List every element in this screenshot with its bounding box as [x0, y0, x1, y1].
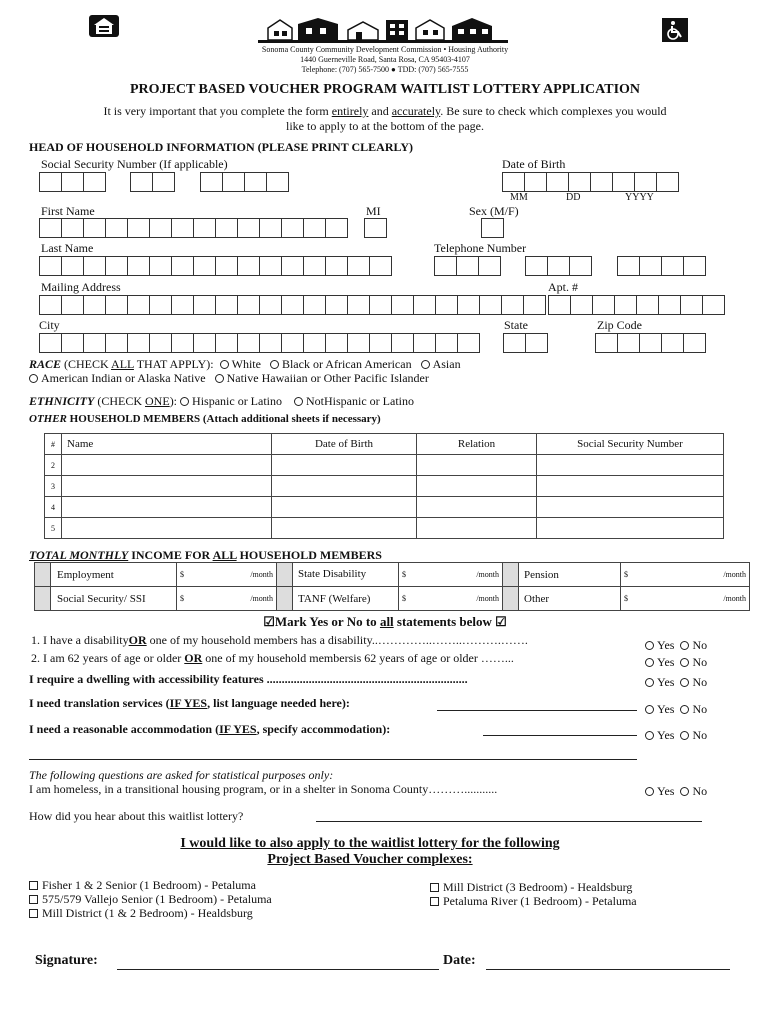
race-american-indian-radio[interactable]: [29, 374, 38, 383]
mailing-label: Mailing Address: [41, 280, 121, 294]
col-relation: Relation: [417, 434, 537, 455]
first-name-label: First Name: [41, 204, 95, 218]
complex-vallejo-checkbox[interactable]: [29, 895, 38, 904]
city-boxes[interactable]: [39, 333, 479, 353]
ssn-boxes-2[interactable]: [130, 172, 174, 192]
q5-yes-radio[interactable]: [645, 731, 654, 740]
apt-boxes[interactable]: [548, 295, 724, 315]
first-name-boxes[interactable]: [39, 218, 347, 238]
income-row-2: [35, 587, 750, 611]
table-row[interactable]: 3: [45, 476, 724, 497]
income-employment-label: Employment: [51, 563, 177, 587]
last-name-label: Last Name: [41, 241, 94, 255]
income-heading: TOTAL MONTHLY INCOME FOR ALL HOUSEHOLD MEMBERS: [29, 548, 382, 562]
dob-yyyy: YYYY: [625, 192, 654, 203]
complexes-left: [29, 878, 272, 920]
question-homeless: I am homeless, in a transitional housing program, or in a shelter in Sonoma County………...........: [29, 782, 498, 796]
city-label: City: [39, 318, 60, 332]
phone-line-boxes[interactable]: [617, 256, 705, 276]
sex-label: Sex (M/F): [469, 204, 519, 218]
statements-heading: ☑Mark Yes or No to all statements below ☑: [263, 614, 507, 629]
mi-label: MI: [366, 204, 381, 218]
telephone-label: Telephone Number: [434, 241, 527, 255]
date-input[interactable]: [486, 955, 730, 970]
dob-dd: DD: [566, 192, 581, 203]
mi-box[interactable]: [364, 218, 386, 238]
complex-mill-district-3-checkbox[interactable]: [430, 883, 439, 892]
referral-input[interactable]: [316, 808, 702, 822]
checkmark-icon: ☑: [263, 614, 275, 629]
q3-no-radio[interactable]: [680, 678, 689, 687]
complexes-heading: I would like to also apply to the waitlist lottery for the following Project Based Voucher complexes:: [180, 836, 560, 867]
statistical-note: The following questions are asked for statistical purposes only:: [29, 768, 334, 782]
state-label: State: [504, 318, 528, 332]
signature-input[interactable]: [117, 955, 439, 970]
org-name: Sonoma County Community Development Commission • Housing Authority: [261, 45, 509, 54]
q4-yes-radio[interactable]: [645, 705, 654, 714]
race-white-radio[interactable]: [220, 360, 229, 369]
income-employment-input[interactable]: $ /month: [177, 563, 277, 587]
col-ssn: Social Security Number: [537, 434, 724, 455]
col-name: Name: [62, 434, 272, 455]
income-disability-label: State Disability: [293, 563, 399, 587]
sex-box[interactable]: [481, 218, 503, 238]
table-row[interactable]: 2: [45, 455, 724, 476]
accommodation-input[interactable]: [483, 722, 637, 736]
question-accommodation: I need a reasonable accommodation (IF YES, specify accommodation):: [29, 722, 391, 736]
hoh-heading: HEAD OF HOUSEHOLD INFORMATION (PLEASE PRINT CLEARLY): [29, 140, 414, 154]
race-black-radio[interactable]: [270, 360, 279, 369]
income-other-input[interactable]: $ /month: [621, 587, 750, 611]
complex-petaluma-river[interactable]: Petaluma River (1 Bedroom) - Petaluma: [430, 894, 637, 908]
zip-label: Zip Code: [597, 318, 642, 332]
complex-fisher[interactable]: Fisher 1 & 2 Senior (1 Bedroom) - Petaluma: [29, 878, 272, 892]
intro-text: It is very important that you complete the form entirely and accurately. Be sure to check which complexes you would like to apply to at the bottom of the page.: [103, 104, 667, 133]
q2-yes-no: Yes No: [645, 655, 707, 670]
income-other-label: Other: [519, 587, 621, 611]
apt-label: Apt. #: [548, 280, 578, 294]
page-title: PROJECT BASED VOUCHER PROGRAM WAITLIST LOTTERY APPLICATION: [129, 82, 641, 97]
accessibility-icon: [662, 18, 688, 42]
col-dob: Date of Birth: [272, 434, 417, 455]
signature-label: Signature:: [35, 953, 98, 968]
ssn-boxes-1[interactable]: [39, 172, 105, 192]
dob-label: Date of Birth: [502, 157, 566, 171]
income-tanf-label: TANF (Welfare): [293, 587, 399, 611]
income-ssi-input[interactable]: $ /month: [177, 587, 277, 611]
last-name-boxes[interactable]: [39, 256, 391, 276]
ssn-label: Social Security Number (If applicable): [41, 157, 228, 171]
phone-area-boxes[interactable]: [434, 256, 500, 276]
question-referral: How did you hear about this waitlist lottery?: [29, 809, 244, 823]
accommodation-input-line-2[interactable]: [29, 746, 637, 760]
q5-no-radio[interactable]: [680, 731, 689, 740]
q2-yes-radio[interactable]: [645, 658, 654, 667]
q1-no-radio[interactable]: [680, 641, 689, 650]
ethnicity-row: ETHNICITY (CHECK ONE): Hispanic or Latino NotHispanic or Latino: [29, 394, 414, 408]
org-address: 1440 Guerneville Road, Santa Rosa, CA 95403-4107: [300, 55, 470, 64]
q5-yes-no: Yes No: [645, 728, 707, 743]
complex-fisher-checkbox[interactable]: [29, 881, 38, 890]
mailing-boxes[interactable]: [39, 295, 545, 315]
complex-petaluma-river-checkbox[interactable]: [430, 897, 439, 906]
translation-language-input[interactable]: [437, 697, 637, 711]
q6-yes-no: Yes No: [645, 784, 707, 799]
complexes-right: [430, 880, 637, 908]
q6-no-radio[interactable]: [680, 787, 689, 796]
dob-boxes[interactable]: [502, 172, 678, 192]
complex-mill-district-3[interactable]: Mill District (3 Bedroom) - Healdsburg: [430, 880, 637, 894]
org-phone: Telephone: (707) 565-7500 ● TDD: (707) 565-7555: [301, 65, 469, 74]
income-pension-input[interactable]: $ /month: [621, 563, 750, 587]
q6-yes-radio[interactable]: [645, 787, 654, 796]
col-number: #: [45, 434, 62, 455]
question-translation: I need translation services (IF YES, list language needed here):: [29, 696, 350, 710]
question-disability: 1. I have a disabilityOR one of my household members has a disability..…………..……..……….…….: [31, 633, 528, 647]
date-label: Date:: [443, 953, 476, 968]
equal-housing-icon: [88, 14, 120, 38]
checkmark-icon: ☑: [495, 614, 507, 629]
state-boxes[interactable]: [503, 333, 547, 353]
ethnicity-hispanic-radio[interactable]: [180, 397, 189, 406]
ssn-boxes-3[interactable]: [200, 172, 288, 192]
dob-mm: MM: [510, 192, 528, 203]
housing-logo-icon: [258, 14, 508, 44]
q2-no-radio[interactable]: [680, 658, 689, 667]
income-pension-label: Pension: [519, 563, 621, 587]
race-row-2: American Indian or Alaska Native Native Hawaiian or Other Pacific Islander: [29, 371, 429, 386]
members-header-row: [45, 434, 724, 455]
q3-yes-radio[interactable]: [645, 678, 654, 687]
income-table: [34, 562, 750, 611]
members-heading: OTHER HOUSEHOLD MEMBERS (Attach additional sheets if necessary): [29, 413, 381, 425]
race-pacific-islander-radio[interactable]: [215, 374, 224, 383]
race-row-1: RACE (CHECK ALL THAT APPLY): White Black or African American Asian: [29, 357, 461, 371]
q4-no-radio[interactable]: [680, 705, 689, 714]
phone-prefix-boxes[interactable]: [525, 256, 591, 276]
income-ssi-label: Social Security/ SSI: [51, 587, 177, 611]
table-row[interactable]: 4: [45, 497, 724, 518]
complex-mill-district-1-2-checkbox[interactable]: [29, 909, 38, 918]
question-accessibility: I require a dwelling with accessibility features ...................................................................: [29, 672, 468, 686]
income-tanf-input[interactable]: $ /month: [399, 587, 503, 611]
income-disability-input[interactable]: $ /month: [399, 563, 503, 587]
income-row-1: [35, 563, 750, 587]
table-row[interactable]: 5: [45, 518, 724, 539]
q1-yes-no: Yes No: [645, 638, 707, 653]
q3-yes-no: Yes No: [645, 675, 707, 690]
q1-yes-radio[interactable]: [645, 641, 654, 650]
complex-vallejo[interactable]: 575/579 Vallejo Senior (1 Bedroom) - Petaluma: [29, 892, 272, 906]
members-table: [44, 433, 724, 539]
ethnicity-not-hispanic-radio[interactable]: [294, 397, 303, 406]
zip-boxes[interactable]: [595, 333, 705, 353]
q4-yes-no: Yes No: [645, 702, 707, 717]
complex-mill-district-1-2[interactable]: Mill District (1 & 2 Bedroom) - Healdsburg: [29, 906, 272, 920]
race-asian-radio[interactable]: [421, 360, 430, 369]
question-age: 2. I am 62 years of age or older OR one of my household membersis 62 years of age or older ……...: [31, 651, 514, 665]
